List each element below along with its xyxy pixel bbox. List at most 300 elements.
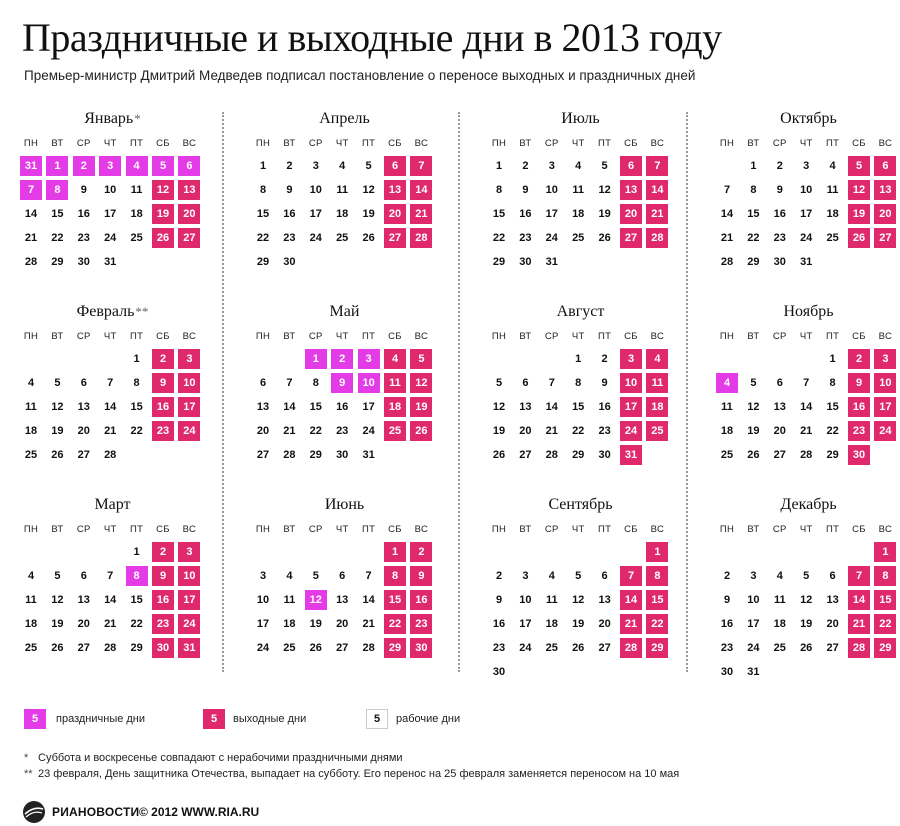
column-separator bbox=[458, 112, 460, 672]
column-separator bbox=[222, 112, 224, 672]
calendar-day: 26 bbox=[800, 642, 813, 654]
weekend-day: 10 bbox=[178, 373, 200, 393]
weekend-day: 23 bbox=[848, 421, 870, 441]
calendar-day: 15 bbox=[130, 594, 143, 606]
calendar-day: 23 bbox=[336, 425, 349, 437]
calendar-day: 4 bbox=[829, 160, 836, 172]
weekend-day: 28 bbox=[646, 228, 668, 248]
month-name bbox=[20, 110, 205, 128]
calendar-day: 8 bbox=[495, 184, 503, 196]
calendar-day: 13 bbox=[598, 594, 611, 606]
calendar-day: 28 bbox=[104, 642, 117, 654]
month-9 bbox=[488, 486, 673, 676]
weekday-header: СР bbox=[76, 524, 91, 535]
holiday-day: 10 bbox=[358, 373, 380, 393]
calendar-day: 19 bbox=[51, 425, 64, 437]
weekday-header: СБ bbox=[624, 524, 638, 535]
weekday-header: ВТ bbox=[283, 524, 296, 535]
weekend-day: 16 bbox=[152, 397, 174, 417]
weekday-header: ЧТ bbox=[799, 331, 813, 342]
weekday-header: ПН bbox=[491, 138, 507, 149]
weekday-header: ЧТ bbox=[103, 138, 117, 149]
weekend-day: 9 bbox=[152, 566, 174, 586]
calendar-day: 23 bbox=[283, 232, 296, 244]
weekday-header: СР bbox=[76, 331, 91, 342]
calendar-day: 19 bbox=[362, 208, 375, 220]
calendar-day: 3 bbox=[548, 160, 555, 172]
weekend-day: 22 bbox=[646, 614, 668, 634]
weekday-header: ПТ bbox=[361, 331, 376, 342]
weekend-day: 17 bbox=[178, 397, 200, 417]
weekday-header: ВТ bbox=[519, 138, 532, 149]
weekday-header: ВС bbox=[414, 138, 429, 149]
weekday-header: ВС bbox=[414, 331, 429, 342]
calendar-day: 22 bbox=[309, 425, 322, 437]
weekend-day: 6 bbox=[874, 156, 896, 176]
weekend-day: 20 bbox=[178, 204, 200, 224]
weekend-day: 28 bbox=[410, 228, 432, 248]
calendar-day: 1 bbox=[495, 160, 503, 172]
calendar-day: 11 bbox=[572, 184, 584, 196]
calendar-day: 20 bbox=[256, 425, 270, 437]
month-name-text: Март bbox=[94, 496, 131, 513]
weekday-header: ПТ bbox=[129, 138, 144, 149]
weekday-header: СБ bbox=[388, 524, 402, 535]
calendar-day: 25 bbox=[572, 232, 585, 244]
calendar-day: 11 bbox=[25, 594, 37, 606]
calendar-day: 23 bbox=[773, 232, 786, 244]
column-separator bbox=[686, 112, 688, 672]
calendar-day: 23 bbox=[720, 642, 734, 654]
calendar-day: 5 bbox=[54, 377, 61, 389]
weekday-header: ЧТ bbox=[571, 138, 585, 149]
calendar-day: 28 bbox=[283, 449, 296, 461]
calendar-day: 21 bbox=[545, 425, 558, 437]
weekend-day: 2 bbox=[410, 542, 432, 562]
calendar-day: 17 bbox=[104, 208, 117, 220]
weekday-header: ЧТ bbox=[103, 524, 117, 535]
calendar-day: 12 bbox=[572, 594, 585, 606]
calendar-day: 27 bbox=[77, 449, 90, 461]
calendar-day: 21 bbox=[362, 618, 375, 630]
calendar-day: 16 bbox=[773, 208, 786, 220]
calendar-day: 29 bbox=[492, 256, 506, 268]
weekend-day: 19 bbox=[410, 397, 432, 417]
weekend-day: 2 bbox=[152, 542, 174, 562]
month-name-text: Апрель bbox=[319, 110, 370, 127]
weekday-header: ПН bbox=[23, 524, 39, 535]
calendar-day: 20 bbox=[826, 618, 839, 630]
weekday-header: ЧТ bbox=[571, 331, 585, 342]
weekday-header: ПН bbox=[23, 331, 39, 342]
month-name-text: Январь bbox=[84, 110, 134, 127]
calendar-day: 14 bbox=[283, 401, 296, 413]
calendar-day: 25 bbox=[24, 449, 38, 461]
weekday-header: ВТ bbox=[519, 524, 532, 535]
calendar-day: 9 bbox=[522, 184, 529, 196]
calendar-day: 15 bbox=[130, 401, 143, 413]
weekend-day: 12 bbox=[410, 373, 432, 393]
weekday-header: ПН bbox=[255, 138, 271, 149]
weekend-day: 29 bbox=[646, 638, 668, 658]
weekend-day: 1 bbox=[646, 542, 668, 562]
month-name bbox=[20, 496, 205, 514]
weekend-day: 5 bbox=[410, 349, 432, 369]
month-name-text: Август bbox=[556, 303, 605, 320]
weekday-header: ВТ bbox=[51, 524, 64, 535]
calendar-day: 25 bbox=[545, 642, 558, 654]
calendar-day: 5 bbox=[601, 160, 608, 172]
calendar-day: 30 bbox=[336, 449, 349, 461]
month-name-text: Декабрь bbox=[780, 496, 837, 513]
calendar-day: 29 bbox=[256, 256, 270, 268]
weekend-day: 13 bbox=[620, 180, 642, 200]
weekday-header: ПТ bbox=[361, 138, 376, 149]
weekend-day: 17 bbox=[178, 590, 200, 610]
calendar-day: 15 bbox=[826, 401, 839, 413]
calendar-day: 24 bbox=[519, 642, 532, 654]
weekend-day: 24 bbox=[620, 421, 642, 441]
calendar-day: 18 bbox=[826, 208, 839, 220]
calendar-day: 18 bbox=[24, 618, 38, 630]
weekday-header: ПТ bbox=[825, 138, 840, 149]
calendar-day: 8 bbox=[312, 377, 319, 389]
calendar-day: 5 bbox=[575, 570, 582, 582]
calendar-day: 31 bbox=[800, 256, 813, 268]
calendar-day: 6 bbox=[339, 570, 346, 582]
calendar-day: 12 bbox=[362, 184, 375, 196]
holiday-day: 4 bbox=[126, 156, 148, 176]
month-6 bbox=[252, 486, 437, 676]
calendar-day: 6 bbox=[80, 377, 87, 389]
weekday-header: ВТ bbox=[51, 331, 64, 342]
month-7 bbox=[488, 100, 673, 290]
weekday-header: СБ bbox=[388, 138, 402, 149]
weekend-day: 17 bbox=[620, 397, 642, 417]
calendar-day: 17 bbox=[309, 208, 322, 220]
weekend-day: 27 bbox=[384, 228, 406, 248]
calendar-day: 3 bbox=[803, 160, 810, 172]
calendar-day: 28 bbox=[720, 256, 734, 268]
calendar-day: 30 bbox=[519, 256, 532, 268]
weekend-day: 9 bbox=[410, 566, 432, 586]
calendar-day: 10 bbox=[104, 184, 117, 196]
weekend-day: 9 bbox=[848, 373, 870, 393]
legend-holiday-label: праздничные дни bbox=[56, 713, 146, 725]
calendar-day: 30 bbox=[720, 666, 734, 678]
calendar-day: 21 bbox=[104, 618, 117, 630]
holiday-day: 12 bbox=[305, 590, 327, 610]
calendar-day: 27 bbox=[826, 642, 839, 654]
calendar-day: 26 bbox=[598, 232, 611, 244]
weekend-day: 23 bbox=[410, 614, 432, 634]
calendar-day: 9 bbox=[80, 184, 87, 196]
calendar-day: 12 bbox=[51, 401, 64, 413]
weekday-header: ВС bbox=[414, 524, 429, 535]
weekend-day: 30 bbox=[848, 445, 870, 465]
weekday-header: ПН bbox=[719, 138, 735, 149]
footnote-1 bbox=[24, 752, 403, 764]
weekday-header: ПТ bbox=[129, 524, 144, 535]
weekend-day: 10 bbox=[178, 566, 200, 586]
calendar-day: 24 bbox=[104, 232, 117, 244]
weekday-header: СР bbox=[772, 138, 787, 149]
weekday-header: СБ bbox=[852, 331, 866, 342]
weekend-day: 24 bbox=[178, 421, 200, 441]
calendar-day: 12 bbox=[598, 184, 611, 196]
weekday-header: СР bbox=[544, 331, 559, 342]
weekend-day: 10 bbox=[620, 373, 642, 393]
calendar-day: 19 bbox=[492, 425, 506, 437]
legend-holiday-swatch: 5 bbox=[24, 709, 46, 729]
calendar-day: 11 bbox=[25, 401, 37, 413]
weekday-header: ВС bbox=[878, 524, 893, 535]
weekday-header: ЧТ bbox=[335, 524, 349, 535]
calendar-day: 12 bbox=[800, 594, 813, 606]
calendar-day: 22 bbox=[572, 425, 585, 437]
calendar-day: 2 bbox=[495, 570, 503, 582]
weekday-header: ЧТ bbox=[799, 524, 813, 535]
calendar-day: 28 bbox=[104, 449, 117, 461]
calendar-day: 6 bbox=[259, 377, 267, 389]
weekday-header: ВТ bbox=[283, 331, 296, 342]
holiday-day: 1 bbox=[305, 349, 327, 369]
calendar-day: 22 bbox=[51, 232, 64, 244]
calendar-day: 8 bbox=[133, 377, 140, 389]
weekday-header: ВС bbox=[878, 138, 893, 149]
calendar-day: 4 bbox=[27, 570, 35, 582]
weekday-header: ПТ bbox=[597, 331, 612, 342]
calendar-day: 27 bbox=[336, 642, 349, 654]
month-1 bbox=[20, 100, 205, 290]
calendar-day: 30 bbox=[77, 256, 90, 268]
calendar-day: 2 bbox=[723, 570, 731, 582]
month-name-text: Июнь bbox=[324, 496, 365, 513]
weekday-header: СБ bbox=[852, 138, 866, 149]
calendar-day: 1 bbox=[575, 353, 582, 365]
calendar-day: 20 bbox=[77, 618, 90, 630]
calendar-day: 15 bbox=[309, 401, 322, 413]
calendar-day: 29 bbox=[309, 449, 322, 461]
calendar-day: 2 bbox=[601, 353, 608, 365]
calendar-day: 31 bbox=[104, 256, 117, 268]
calendar-day: 21 bbox=[720, 232, 734, 244]
calendar-day: 4 bbox=[27, 377, 35, 389]
weekend-day: 19 bbox=[152, 204, 174, 224]
weekday-header: СБ bbox=[156, 331, 170, 342]
calendar-day: 26 bbox=[747, 449, 760, 461]
month-footnote-mark: * bbox=[134, 111, 141, 126]
weekend-day: 8 bbox=[874, 566, 896, 586]
month-4 bbox=[252, 100, 437, 290]
weekday-header: СБ bbox=[624, 331, 638, 342]
weekday-header: ВТ bbox=[747, 138, 760, 149]
calendar-day: 12 bbox=[747, 401, 760, 413]
weekend-day: 20 bbox=[874, 204, 896, 224]
calendar-day: 13 bbox=[77, 401, 90, 413]
weekend-day: 15 bbox=[384, 590, 406, 610]
month-name bbox=[252, 496, 437, 514]
weekend-day: 29 bbox=[874, 638, 896, 658]
calendar-day: 16 bbox=[336, 401, 349, 413]
weekend-day: 21 bbox=[620, 614, 642, 634]
calendar-day: 29 bbox=[572, 449, 585, 461]
calendar-day: 23 bbox=[519, 232, 532, 244]
calendar-day: 5 bbox=[365, 160, 372, 172]
month-name bbox=[716, 110, 900, 128]
weekend-day: 17 bbox=[874, 397, 896, 417]
calendar-day: 6 bbox=[776, 377, 783, 389]
holiday-day: 6 bbox=[178, 156, 200, 176]
weekend-day: 30 bbox=[152, 638, 174, 658]
calendar-day: 6 bbox=[522, 377, 529, 389]
calendar-day: 3 bbox=[312, 160, 319, 172]
legend-weekend-label: выходные дни bbox=[233, 713, 307, 725]
weekend-day: 25 bbox=[384, 421, 406, 441]
weekend-day: 4 bbox=[646, 349, 668, 369]
calendar-day: 24 bbox=[309, 232, 322, 244]
calendar-day: 24 bbox=[800, 232, 813, 244]
calendar-day: 7 bbox=[803, 377, 810, 389]
weekday-header: ЧТ bbox=[103, 331, 117, 342]
calendar-day: 11 bbox=[336, 184, 348, 196]
month-name-text: Июль bbox=[561, 110, 600, 127]
weekday-header: ВТ bbox=[519, 331, 532, 342]
calendar-day: 19 bbox=[572, 618, 585, 630]
weekend-day: 13 bbox=[178, 180, 200, 200]
weekend-day: 2 bbox=[152, 349, 174, 369]
weekend-day: 19 bbox=[848, 204, 870, 224]
calendar-day: 3 bbox=[522, 570, 529, 582]
calendar-day: 7 bbox=[365, 570, 372, 582]
ria-logo-icon bbox=[22, 800, 46, 824]
calendar-day: 27 bbox=[773, 449, 786, 461]
calendar-day: 24 bbox=[747, 642, 760, 654]
calendar-day: 16 bbox=[720, 618, 734, 630]
calendar-day: 19 bbox=[309, 618, 322, 630]
calendar-day: 17 bbox=[800, 208, 813, 220]
calendar-day: 6 bbox=[80, 570, 87, 582]
calendar-day: 4 bbox=[575, 160, 582, 172]
calendar-day: 16 bbox=[519, 208, 532, 220]
month-12 bbox=[716, 486, 900, 676]
footnote-1-text: Суббота и воскресенье совпадают с нерабочими праздничными днями bbox=[38, 752, 403, 764]
month-name bbox=[488, 110, 673, 128]
weekday-header: ВС bbox=[878, 331, 893, 342]
weekend-day: 8 bbox=[384, 566, 406, 586]
calendar-day: 30 bbox=[773, 256, 786, 268]
calendar-day: 9 bbox=[495, 594, 503, 606]
calendar-day: 11 bbox=[545, 594, 558, 606]
weekend-day: 14 bbox=[410, 180, 432, 200]
weekend-day: 11 bbox=[646, 373, 668, 393]
calendar-day: 6 bbox=[601, 570, 608, 582]
month-name bbox=[488, 303, 673, 321]
calendar-day: 7 bbox=[107, 570, 114, 582]
calendar-day: 15 bbox=[747, 208, 760, 220]
calendar-day: 12 bbox=[492, 401, 506, 413]
weekday-header: ПН bbox=[255, 331, 271, 342]
calendar-day: 13 bbox=[336, 594, 349, 606]
weekend-day: 31 bbox=[620, 445, 642, 465]
calendar-day: 21 bbox=[800, 425, 813, 437]
calendar-day: 28 bbox=[800, 449, 813, 461]
weekend-day: 27 bbox=[178, 228, 200, 248]
weekday-header: ВС bbox=[182, 524, 197, 535]
weekday-header: СР bbox=[772, 331, 787, 342]
weekend-day: 7 bbox=[646, 156, 668, 176]
calendar-day: 29 bbox=[826, 449, 839, 461]
calendar-day: 4 bbox=[339, 160, 346, 172]
calendar-day: 26 bbox=[51, 449, 64, 461]
calendar-day: 7 bbox=[107, 377, 114, 389]
calendar-day: 10 bbox=[519, 594, 532, 606]
calendar-day: 31 bbox=[747, 666, 760, 678]
weekday-header: ВС bbox=[650, 524, 665, 535]
weekend-day: 3 bbox=[874, 349, 896, 369]
calendar-day: 28 bbox=[362, 642, 375, 654]
holiday-day: 5 bbox=[152, 156, 174, 176]
weekend-day: 28 bbox=[848, 638, 870, 658]
calendar-day: 29 bbox=[51, 256, 64, 268]
weekday-header: ВС bbox=[182, 138, 197, 149]
calendar-day: 15 bbox=[51, 208, 64, 220]
holiday-day: 7 bbox=[20, 180, 42, 200]
calendar-day: 20 bbox=[336, 618, 349, 630]
page-title: Праздничные и выходные дни в 2013 году bbox=[22, 15, 722, 60]
calendar-day: 4 bbox=[548, 570, 555, 582]
calendar-day: 11 bbox=[773, 594, 786, 606]
calendar-day: 30 bbox=[492, 666, 506, 678]
calendar-day: 22 bbox=[492, 232, 506, 244]
calendar-day: 20 bbox=[519, 425, 532, 437]
weekday-header: ПТ bbox=[129, 331, 144, 342]
holiday-day: 2 bbox=[331, 349, 353, 369]
calendar-day: 18 bbox=[336, 208, 349, 220]
weekend-day: 21 bbox=[410, 204, 432, 224]
weekday-header: СР bbox=[544, 138, 559, 149]
calendar-day: 12 bbox=[51, 594, 64, 606]
weekday-header: СР bbox=[772, 524, 787, 535]
weekday-header: ВС bbox=[182, 331, 197, 342]
calendar-day: 10 bbox=[309, 184, 322, 196]
calendar-day: 16 bbox=[77, 208, 90, 220]
weekend-day: 9 bbox=[152, 373, 174, 393]
weekend-day: 3 bbox=[178, 349, 200, 369]
legend-weekend-swatch: 5 bbox=[203, 709, 225, 729]
weekend-day: 28 bbox=[620, 638, 642, 658]
calendar-day: 24 bbox=[362, 425, 375, 437]
weekday-header: ПН bbox=[491, 524, 507, 535]
calendar-day: 11 bbox=[721, 401, 733, 413]
calendar-day: 22 bbox=[256, 232, 270, 244]
calendar-day: 30 bbox=[598, 449, 611, 461]
weekday-header: ПТ bbox=[361, 524, 376, 535]
month-name bbox=[252, 303, 437, 321]
calendar-day: 27 bbox=[519, 449, 532, 461]
weekday-header: ВТ bbox=[283, 138, 296, 149]
weekend-day: 5 bbox=[848, 156, 870, 176]
month-footnote-mark: ** bbox=[135, 304, 149, 319]
weekend-day: 14 bbox=[848, 590, 870, 610]
month-name-text: Май bbox=[329, 303, 360, 320]
weekday-header: ПТ bbox=[825, 524, 840, 535]
month-2 bbox=[20, 293, 205, 483]
calendar-grid bbox=[20, 100, 900, 690]
weekend-day: 7 bbox=[848, 566, 870, 586]
weekend-day: 15 bbox=[646, 590, 668, 610]
calendar-day: 7 bbox=[286, 377, 293, 389]
